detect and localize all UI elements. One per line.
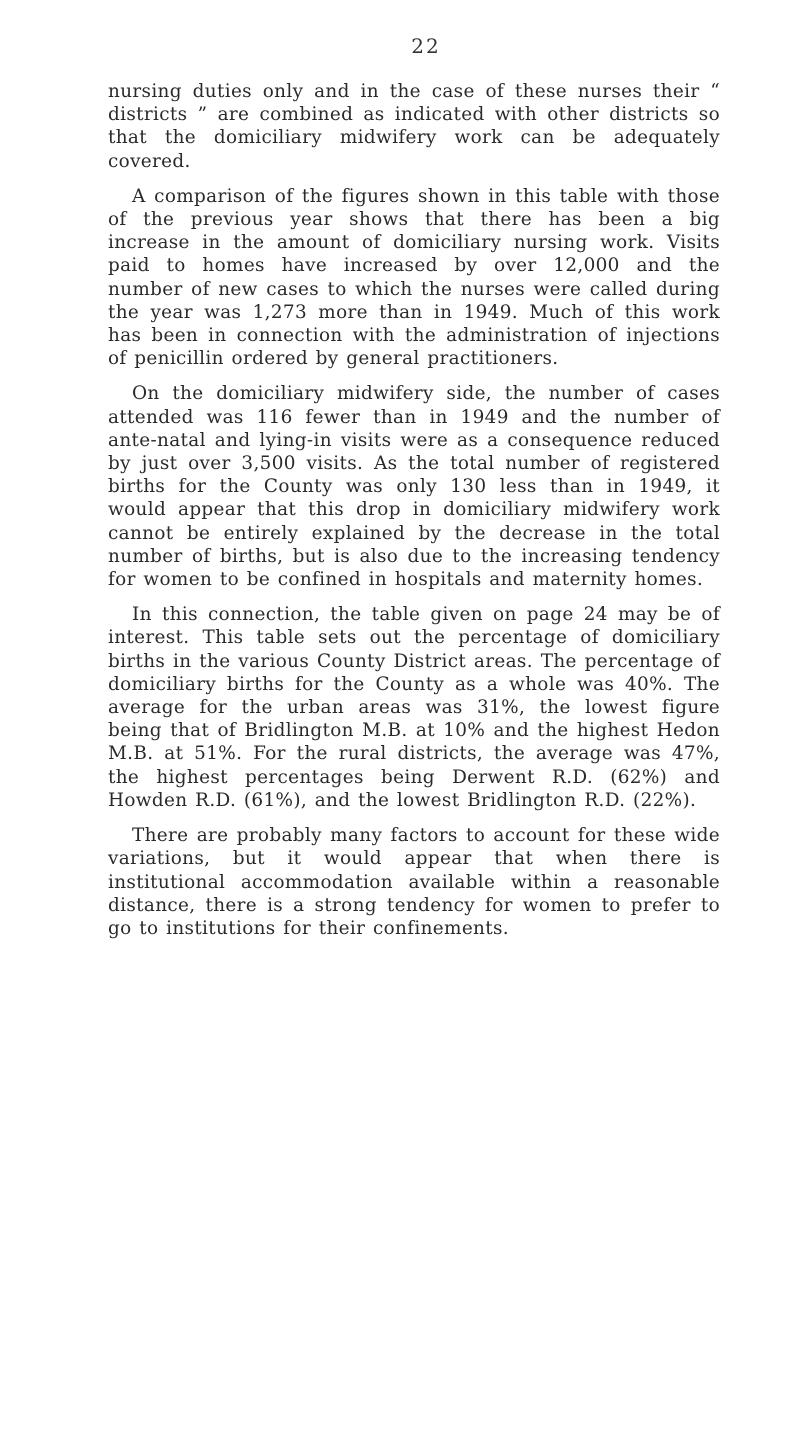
document-page <box>108 34 720 952</box>
paragraph-factors: There are probably many factors to account for these wide variations, but it would appear that when there is institutional accommodation available within a reasonable distance, there is a strong tendency for women to prefer to go to institutions for their confinements. <box>108 825 720 939</box>
paragraph-midwifery: On the domiciliary midwifery side, the number of cases attended was 116 fewer than in 1949 and the number of ante-natal and lying-in visits were as a consequence reduced by just over 3,500 visits. As the total number of registered births for the County was only 130 less than in 1949, it would appear that this drop in domiciliary midwifery work cannot be entirely explained by the decrease in the total number of births, but is also due to the increasing tendency for women to be confined in hospitals and maternity homes. <box>108 383 720 591</box>
paragraph-nursing-duties: nursing duties only and in the case of these nurses their “ districts ” are combined as indicated with other districts so that the domiciliary midwifery work can be adequately covered. <box>108 81 720 172</box>
paragraph-percentages: In this connection, the table given on page 24 may be of interest. This table sets out the percentage of domiciliary births in the various County District areas. The percentage of domiciliary births for the County as a whole was 40%. The average for the urban areas was 31%, the lowest figure being that of Bridlington M.B. at 10% and the highest Hedon M.B. at 51%. For the rural districts, the average was 47%, the highest percentages being Derwent R.D. (62%) and Howden R.D. (61%), and the lowest Bridlington R.D. (22%). <box>108 604 720 811</box>
paragraph-comparison: A comparison of the figures shown in this table with those of the previous year shows that there has been a big increase in the amount of domiciliary nursing work. Visits paid to homes have increased by over 12,000 and the number of new cases to which the nurses were called during the year was 1,273 more than in 1949. Much of this work has been in connection with the administration of injections of penicillin ordered by general practitioners. <box>108 185 720 370</box>
page-number: 22 <box>411 34 441 58</box>
